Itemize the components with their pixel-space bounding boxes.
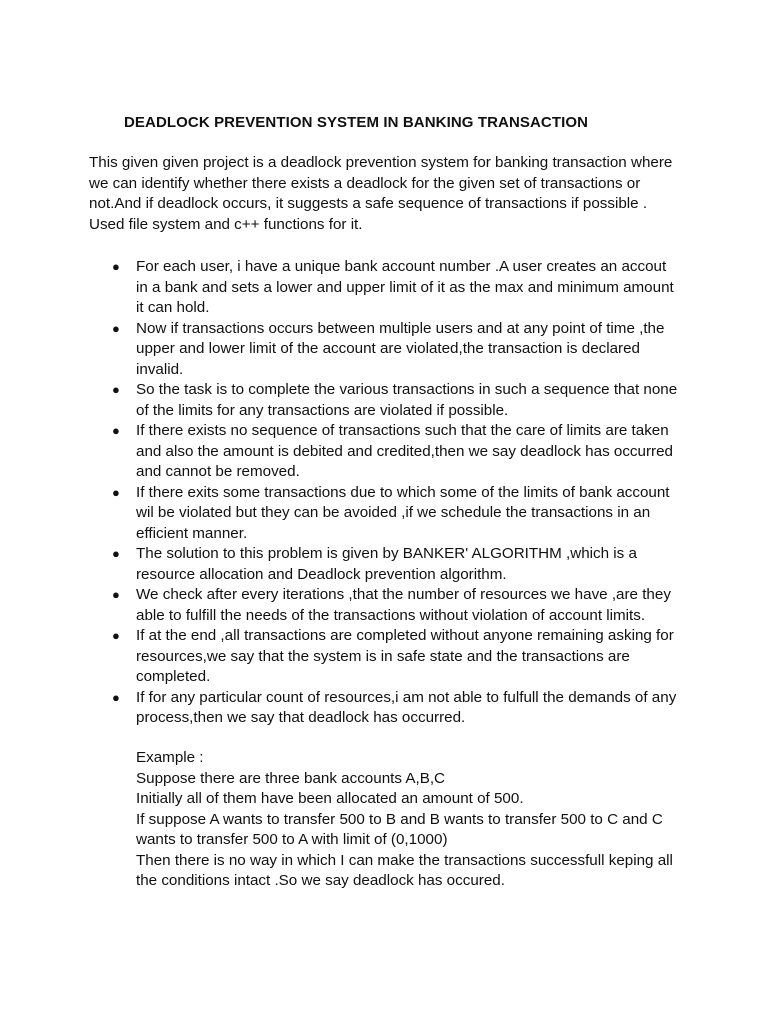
bullet-line: process,then we say that deadlock has occurred.	[136, 709, 466, 726]
bullet-text	[136, 626, 692, 688]
bullet-list	[112, 257, 692, 729]
bullet-text	[136, 257, 692, 319]
bullet-item	[112, 483, 692, 545]
example-line: Suppose there are three bank accounts A,B,C	[136, 769, 446, 787]
intro-line: Used file system and c++ functions for it.	[89, 215, 363, 233]
bullet-dot-icon: ●	[112, 587, 120, 602]
bullet-line: in a bank and sets a lower and upper limit of it as the max and minimum amount	[136, 278, 674, 296]
bullet-dot-icon: ●	[112, 628, 120, 643]
bullet-text	[136, 380, 692, 421]
bullet-text	[136, 319, 692, 381]
bullet-line: it can hold.	[136, 299, 210, 316]
bullet-line: If there exits some transactions due to which some of the limits of bank account	[136, 483, 670, 501]
bullet-line: So the task is to complete the various transactions in such a sequence that none	[136, 381, 678, 398]
bullet-line: invalid.	[136, 360, 184, 378]
bullet-line: Now if transactions occurs between multiple users and at any point of time ,the	[136, 319, 665, 337]
bullet-dot-icon: ●	[112, 423, 120, 438]
bullet-dot-icon: ●	[112, 484, 120, 500]
bullet-line: We check after every iterations ,that the number of resources we have ,are they	[136, 586, 671, 603]
intro-line: we can identify whether there exists a deadlock for the given set of transactions or	[89, 174, 641, 192]
intro-line: This given given project is a deadlock prevention system for banking transaction where	[89, 154, 673, 171]
example-line: Initially all of them have been allocated an amount of 500.	[136, 790, 524, 807]
bullet-dot-icon: ●	[112, 259, 120, 274]
bullet-item	[112, 257, 692, 319]
bullet-text	[136, 483, 692, 545]
bullet-line: of the limits for any transactions are violated if possible.	[136, 401, 509, 419]
bullet-line: completed.	[136, 668, 211, 685]
bullet-item	[112, 626, 692, 688]
example-line: wants to transfer 500 to A with limit of (0,1000)	[136, 831, 448, 848]
bullet-line: efficient manner.	[136, 524, 248, 542]
bullet-line: If at the end ,all transactions are completed without anyone remaining asking for	[136, 627, 674, 644]
bullet-line: able to fulfill the needs of the transactions without violation of account limits.	[136, 606, 646, 624]
bullet-item	[112, 585, 692, 626]
bullet-line: upper and lower limit of the account are violated,the transaction is declared	[136, 340, 641, 357]
bullet-item	[112, 544, 692, 585]
example-line: If suppose A wants to transfer 500 to B and B wants to transfer 500 to C and C	[136, 810, 663, 828]
example-paragraph	[136, 748, 696, 892]
bullet-dot-icon: ●	[112, 320, 120, 336]
bullet-line: For each user, i have a unique bank account number .A user creates an accout	[136, 258, 667, 275]
example-line: the conditions intact .So we say deadlock has occured.	[136, 872, 505, 889]
bullet-dot-icon: ●	[112, 689, 120, 705]
bullet-text	[136, 585, 692, 626]
bullet-line: If there exists no sequence of transactions such that the care of limits are taken	[136, 422, 669, 439]
example-line: Then there is no way in which I can make the transactions successfull keping all	[136, 851, 673, 869]
bullet-text	[136, 421, 692, 483]
bullet-line: resources,we say that the system is in safe state and the transactions are	[136, 647, 630, 665]
example-line: Example :	[136, 749, 204, 766]
bullet-text	[136, 688, 692, 729]
bullet-line: The solution to this problem is given by BANKER' ALGORITHM ,which is a	[136, 545, 637, 562]
bullet-line: wil be violated but they can be avoided ,if we schedule the transactions in an	[136, 504, 651, 521]
document-title: DEADLOCK PREVENTION SYSTEM IN BANKING TRANSACTION	[124, 114, 589, 131]
bullet-line: and cannot be removed.	[136, 463, 300, 480]
bullet-item	[112, 380, 692, 421]
bullet-text	[136, 544, 692, 585]
bullet-dot-icon: ●	[112, 546, 120, 561]
intro-paragraph	[89, 153, 699, 235]
bullet-item	[112, 319, 692, 381]
bullet-item	[112, 688, 692, 729]
intro-line: not.And if deadlock occurs, it suggests a safe sequence of transactions if possible .	[89, 195, 648, 212]
bullet-line: If for any particular count of resources,i am not able to fulfull the demands of any	[136, 688, 677, 706]
bullet-line: and also the amount is debited and credited,then we say deadlock has occurred	[136, 442, 673, 460]
bullet-line: resource allocation and Deadlock prevention algorithm.	[136, 565, 507, 583]
bullet-item	[112, 421, 692, 483]
bullet-dot-icon: ●	[112, 382, 120, 397]
